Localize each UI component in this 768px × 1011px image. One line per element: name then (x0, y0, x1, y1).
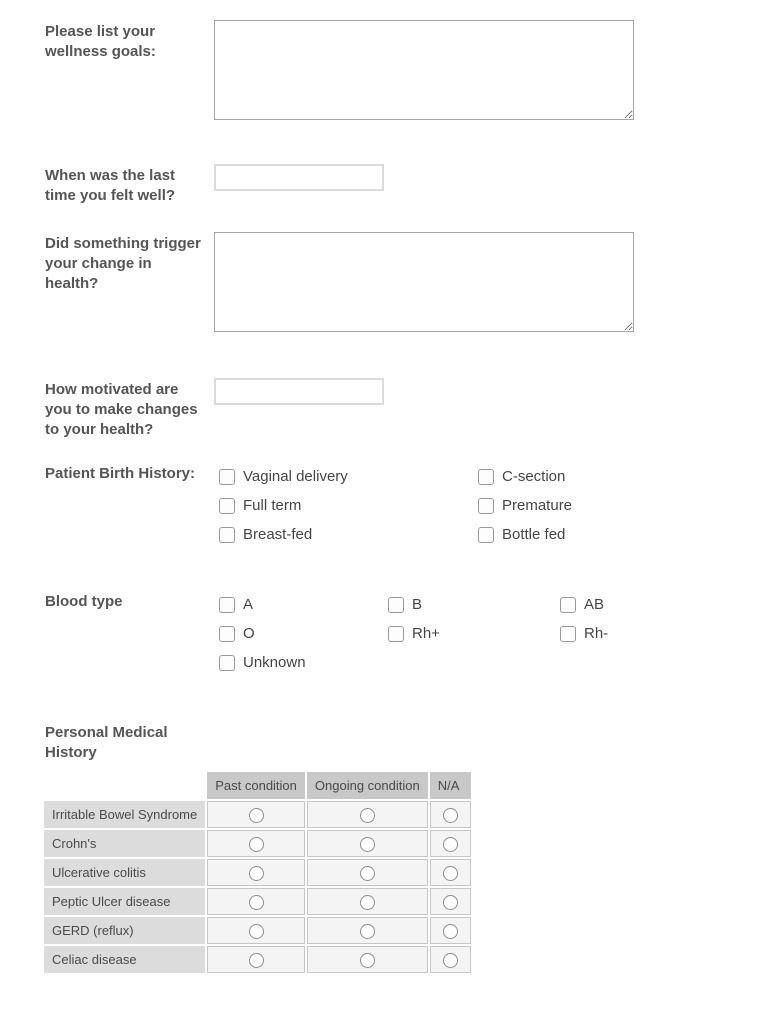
checkbox-option-premature[interactable] (478, 491, 572, 520)
radio-peptic-ulcer-na[interactable] (443, 895, 458, 910)
radio-gerd-ongoing[interactable] (360, 924, 375, 939)
option-label: Unknown (243, 654, 306, 671)
motivation-row (45, 378, 768, 440)
blood-ab-checkbox[interactable] (560, 597, 576, 613)
blood-type-row (45, 590, 768, 677)
radio-cell[interactable] (307, 830, 428, 857)
row-label-irritable-bowel-syndrome: Irritable Bowel Syndrome (44, 801, 205, 828)
option-label: O (243, 625, 255, 642)
table-row (44, 859, 471, 886)
radio-gerd-na[interactable] (443, 924, 458, 939)
trigger-change-textarea[interactable] (214, 232, 634, 332)
checkbox-option-blood-rh-plus[interactable] (388, 619, 560, 648)
checkbox-option-blood-a[interactable] (219, 590, 388, 619)
radio-celiac-past[interactable] (249, 953, 264, 968)
table-row (44, 917, 471, 944)
option-label: Rh- (584, 625, 609, 642)
column-header-ongoing-condition: Ongoing condition (307, 772, 428, 799)
table-header-row (44, 772, 471, 799)
birth-history-row (45, 462, 768, 549)
birth-history-label: Patient Birth History: (45, 465, 196, 482)
radio-cell[interactable] (207, 917, 305, 944)
radio-ulcerative-colitis-past[interactable] (249, 866, 264, 881)
c-section-checkbox[interactable] (478, 469, 494, 485)
checkbox-option-blood-rh-minus[interactable] (560, 619, 608, 648)
premature-checkbox[interactable] (478, 498, 494, 514)
radio-ibs-ongoing[interactable] (360, 808, 375, 823)
radio-ulcerative-colitis-na[interactable] (443, 866, 458, 881)
radio-celiac-na[interactable] (443, 953, 458, 968)
radio-peptic-ulcer-ongoing[interactable] (360, 895, 375, 910)
radio-cell[interactable] (307, 917, 428, 944)
wellness-goals-label: Please list your wellness goals: (45, 23, 156, 60)
option-label: Rh+ (412, 625, 440, 642)
radio-cell[interactable] (307, 801, 428, 828)
radio-cell[interactable] (207, 888, 305, 915)
radio-ibs-na[interactable] (443, 808, 458, 823)
option-label: AB (584, 596, 605, 613)
motivation-label: How motivated are you to make changes to your health? (45, 381, 198, 438)
radio-peptic-ulcer-past[interactable] (249, 895, 264, 910)
trigger-change-row (45, 232, 768, 332)
row-label-gerd-reflux: GERD (reflux) (44, 917, 205, 944)
checkbox-option-c-section[interactable] (478, 462, 572, 491)
breast-fed-checkbox[interactable] (219, 527, 235, 543)
wellness-goals-row (45, 20, 768, 120)
blood-type-options (214, 590, 608, 677)
radio-cell[interactable] (207, 830, 305, 857)
table-row (44, 888, 471, 915)
blood-rh-minus-checkbox[interactable] (560, 626, 576, 642)
checkbox-option-vaginal-delivery[interactable] (219, 462, 478, 491)
radio-cell[interactable] (430, 888, 471, 915)
wellness-goals-textarea[interactable] (214, 20, 634, 120)
option-label: A (243, 596, 254, 613)
radio-cell[interactable] (430, 830, 471, 857)
radio-cell[interactable] (207, 801, 305, 828)
personal-medical-history-heading: Personal Medical History (45, 724, 168, 761)
radio-cell[interactable] (207, 946, 305, 973)
checkbox-option-blood-ab[interactable] (560, 590, 608, 619)
last-time-well-row (45, 164, 768, 206)
blood-o-checkbox[interactable] (219, 626, 235, 642)
personal-medical-history-table (42, 770, 473, 975)
table-row (44, 946, 471, 973)
option-label: C-section (502, 468, 566, 485)
blood-unknown-checkbox[interactable] (219, 655, 235, 671)
blood-rh-plus-checkbox[interactable] (388, 626, 404, 642)
row-label-celiac-disease: Celiac disease (44, 946, 205, 973)
radio-ulcerative-colitis-ongoing[interactable] (360, 866, 375, 881)
table-row (44, 801, 471, 828)
radio-crohns-past[interactable] (249, 837, 264, 852)
last-time-well-label: When was the last time you felt well? (45, 167, 176, 204)
radio-cell[interactable] (207, 859, 305, 886)
option-label: B (412, 596, 423, 613)
table-corner-cell (44, 772, 205, 799)
checkbox-option-blood-unknown[interactable] (219, 648, 388, 677)
radio-celiac-ongoing[interactable] (360, 953, 375, 968)
radio-cell[interactable] (307, 888, 428, 915)
blood-b-checkbox[interactable] (388, 597, 404, 613)
option-label: Breast-fed (243, 526, 313, 543)
row-label-peptic-ulcer-disease: Peptic Ulcer disease (44, 888, 205, 915)
row-label-ulcerative-colitis: Ulcerative colitis (44, 859, 205, 886)
radio-crohns-ongoing[interactable] (360, 837, 375, 852)
option-label: Premature (502, 497, 573, 514)
column-header-na: N/A (430, 772, 471, 799)
vaginal-delivery-checkbox[interactable] (219, 469, 235, 485)
row-label-crohns: Crohn's (44, 830, 205, 857)
radio-cell[interactable] (430, 917, 471, 944)
option-label: Vaginal delivery (243, 468, 348, 485)
radio-cell[interactable] (430, 946, 471, 973)
checkbox-option-bottle-fed[interactable] (478, 520, 572, 549)
blood-a-checkbox[interactable] (219, 597, 235, 613)
birth-history-options (214, 462, 572, 549)
blood-type-label: Blood type (45, 593, 123, 610)
radio-cell[interactable] (430, 859, 471, 886)
full-term-checkbox[interactable] (219, 498, 235, 514)
checkbox-option-breast-fed[interactable] (219, 520, 478, 549)
bottle-fed-checkbox[interactable] (478, 527, 494, 543)
radio-cell[interactable] (307, 946, 428, 973)
checkbox-option-full-term[interactable] (219, 491, 478, 520)
radio-crohns-na[interactable] (443, 837, 458, 852)
trigger-change-label: Did something trigger your change in health? (45, 235, 201, 292)
option-label: Bottle fed (502, 526, 566, 543)
table-row (44, 830, 471, 857)
radio-cell[interactable] (430, 801, 471, 828)
radio-gerd-past[interactable] (249, 924, 264, 939)
radio-cell[interactable] (307, 859, 428, 886)
motivation-input[interactable] (214, 378, 384, 405)
column-header-past-condition: Past condition (207, 772, 305, 799)
last-time-well-input[interactable] (214, 164, 384, 191)
checkbox-option-blood-o[interactable] (219, 619, 388, 648)
option-label: Full term (243, 497, 302, 514)
checkbox-option-blood-b[interactable] (388, 590, 560, 619)
radio-ibs-past[interactable] (249, 808, 264, 823)
